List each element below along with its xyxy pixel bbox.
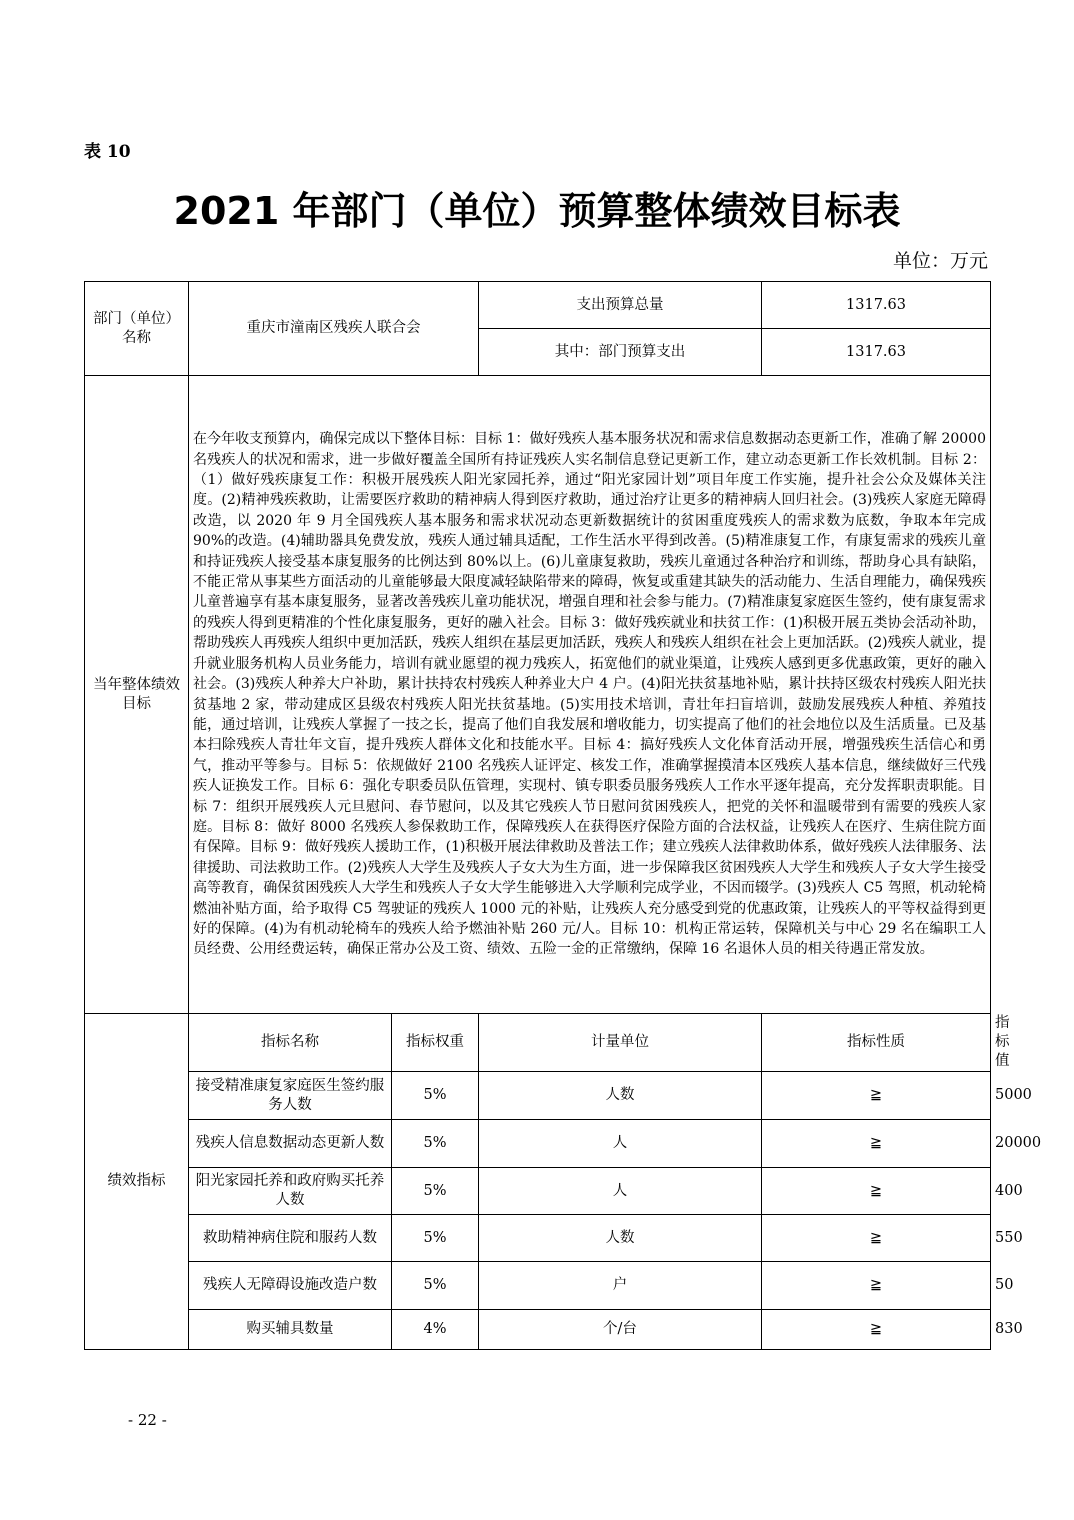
goal-label: 当年整体绩效目标 — [85, 376, 189, 1014]
col-header-weight: 指标权重 — [392, 1014, 479, 1072]
total-budget-value: 1317.63 — [762, 282, 991, 329]
total-budget-label: 支出预算总量 — [479, 282, 762, 329]
indicator-name: 阳光家园托养和政府购买托养人数 — [189, 1168, 392, 1215]
dept-label: 部门（单位）名称 — [85, 282, 189, 376]
page-title: 2021 年部门（单位）预算整体绩效目标表 — [173, 189, 901, 233]
indicator-name: 残疾人无障碍设施改造户数 — [189, 1262, 392, 1310]
dept-budget-value: 1317.63 — [762, 329, 991, 376]
table-row: 救助精神病住院和服药人数 5% 人数 ≧ 550 — [85, 1215, 991, 1262]
dept-value: 重庆市潼南区残疾人联合会 — [189, 282, 479, 376]
col-header-nature: 指标性质 — [762, 1014, 991, 1072]
table-row: 残疾人信息数据动态更新人数 5% 人 ≧ 20000 — [85, 1120, 991, 1168]
indicator-name: 接受精准康复家庭医生签约服务人数 — [189, 1072, 392, 1120]
indicator-name: 购买辅具数量 — [189, 1310, 392, 1350]
indicator-nature: ≧ — [762, 1120, 991, 1168]
indicators-label: 绩效指标 — [85, 1014, 189, 1350]
indicator-weight: 5% — [392, 1215, 479, 1262]
indicator-unit: 户 — [479, 1262, 762, 1310]
table-row: 残疾人无障碍设施改造户数 5% 户 ≧ 50 — [85, 1262, 991, 1310]
indicator-nature: ≧ — [762, 1262, 991, 1310]
col-header-name: 指标名称 — [189, 1014, 392, 1072]
indicator-weight: 5% — [392, 1120, 479, 1168]
page-number: - 22 - — [128, 1411, 167, 1429]
table-row: 接受精准康复家庭医生签约服务人数 5% 人数 ≧ 5000 — [85, 1072, 991, 1120]
indicator-name: 残疾人信息数据动态更新人数 — [189, 1120, 392, 1168]
goal-text: 在今年收支预算内，确保完成以下整体目标：目标 1：做好残疾人基本服务状况和需求信息数据动态更新工作，准确了解 20000 名残疾人的状况和需求，进一步做好覆盖全国所有持证残疾人实名制信息登记更新工作，建立动态更新工作长效机制。目标 2：（1）做好残疾康复工作：积极开展残疾人阳光家园托养，通过“阳光家园计划”项目年度工作实施，提升社会公众及媒体关注度。(2)精神残疾救助，让需要医疗救助的精神病人得到医疗救助，通过治疗让更多的精神病人回归社会。(3)残疾人家庭无障碍改造，以 2020 年 9 月全国残疾人基本服务和需求状况动态更新数据统计的贫困重度残疾人的需求数为底数，争取本年完成 90%的改造。(4)辅助器具免费发放，残疾人通过辅具适配，工作生活水平得到改善。(5)精准康复工作，有康复需求的残疾儿童和持证残疾人接受基本康复服务的比例达到 80%以上。(6)儿童康复救助，残疾儿童通过各种治疗和训练，帮助身心具有缺陷，不能正常从事某些方面活动的儿童能够最大限度减轻缺陷带来的障碍，恢复或重建其缺失的活动能力、生活自理能力，确保残疾儿童普遍享有基本康复服务，显著改善残疾儿童功能状况，增强自理和社会参与能力。(7)精准康复家庭医生签约，使有康复需求的残疾人得到更精准的个性化康复服务，更好的融入社会。目标 3：做好残疾就业和扶贫工作：(1)积极开展五类协会活动补助，帮助残疾人再残疾人组织中更加活跃，残疾人组织在基层更加活跃，残疾人和残疾人组织在社会上更加活跃。(2)残疾人就业，提升就业服务机构人员业务能力，培训有就业愿望的视力残疾人，拓宽他们的就业渠道，让残疾人感到更多优惠政策，更好的融入社会。(3)残疾人种养大户补助，累计扶持农村残疾人种养业大户 4 户。(4)阳光扶贫基地补贴，累计扶持区级农村残疾人阳光扶贫基地 2 家，带动建成区县级农村残疾人阳光扶贫基地。(5)实用技术培训，青壮年扫盲培训，鼓励发展残疾人种植、养殖技能，通过培训，让残疾人掌握了一技之长，提高了他们自我发展和增收能力，切实提高了他们的社会地位以及生活质量。已及基本扫除残疾人青壮年文盲，提升残疾人群体文化和技能水平。目标 4：搞好残疾人文化体育活动开展，增强残疾生活信心和勇气，推动平等参与。目标 5：依规做好 2100 名残疾人证评定、核发工作，准确掌握摸清本区残疾人基本信息，继续做好三代残疾人证换发工作。目标 6：强化专职委员队伍管理，实现村、镇专职委员服务残疾人工作水平逐年提高，充分发挥职责职能。目标 7：组织开展残疾人元旦慰问、春节慰问，以及其它残疾人节日慰问贫困残疾人，把党的关怀和温暖带到有需要的残疾人家庭。目标 8：做好 8000 名残疾人参保救助工作，保障残疾人在获得医疗保险方面的合法权益，让残疾人在医疗、生病住院方面有保障。目标 9：做好残疾人援助工作，(1)积极开展法律救助及普法工作；建立残疾人法律救助体系，做好残疾人法律服务、法律援助、司法救助工作。(2)残疾人大学生及残疾人子女大为生方面，进一步保障我区贫困残疾人大学生和残疾人子女大学生接受高等教育，确保贫困残疾人大学生和残疾人子女大学生能够进入大学顺利完成学业，不因而辍学。(3)残疾人 C5 驾照，机动轮椅燃油补贴方面，给予取得 C5 驾驶证的残疾人 1000 元的补贴，让残疾人充分感受到党的优惠政策，让残疾人的平等权益得到更好的保障。(4)为有机动轮椅车的残疾人给予燃油补贴 260 元/人。目标 10：机构正常运转，保障机关与中心 29 名在编职工人员经费、公用经费运转，确保正常办公及工资、绩效、五险一金的正常缴纳，保障 16 名退休人员的相关待遇正常发放。 — [189, 376, 991, 1014]
col-header-unit: 计量单位 — [479, 1014, 762, 1072]
indicator-nature: ≧ — [762, 1215, 991, 1262]
indicator-weight: 4% — [392, 1310, 479, 1350]
indicator-nature: ≧ — [762, 1310, 991, 1350]
table-row: 阳光家园托养和政府购买托养人数 5% 人 ≧ 400 — [85, 1168, 991, 1215]
indicator-unit: 个/台 — [479, 1310, 762, 1350]
unit-label: 单位：万元 — [892, 250, 988, 272]
table-row: 购买辅具数量 4% 个/台 ≧ 830 — [85, 1310, 991, 1350]
indicator-name: 救助精神病住院和服药人数 — [189, 1215, 392, 1262]
indicator-nature: ≧ — [762, 1072, 991, 1120]
table-tag: 表 10 — [84, 142, 131, 162]
indicator-unit: 人数 — [479, 1072, 762, 1120]
indicator-unit: 人数 — [479, 1215, 762, 1262]
indicator-weight: 5% — [392, 1262, 479, 1310]
indicator-nature: ≧ — [762, 1168, 991, 1215]
indicator-unit: 人 — [479, 1120, 762, 1168]
indicator-weight: 5% — [392, 1168, 479, 1215]
indicator-weight: 5% — [392, 1072, 479, 1120]
dept-budget-label: 其中：部门预算支出 — [479, 329, 762, 376]
performance-table: 部门（单位）名称 重庆市潼南区残疾人联合会 支出预算总量 1317.63 其中：部门预算支出 1317.63 当年整体绩效目标 在今年收支预算内，确保完成以下整体目标：目标 1：做好残疾人基本服务状况和需求信息数据动态更新工作，准确了解 20000 名残疾人的状况和需求，进一步做好覆盖全国所有持证残疾人实名制信息登记更新工作，建立动态更新工作长效机制。目标 2：（1）做好残疾康复工作：积极开展残疾人阳光家园托养，通过“阳光家园计划”项目年度工作实施，提升社会公众及媒体关注度。(2)精神残疾救助，让需要医疗救助的精神病人得到医疗救助，通过治疗让更多的精神病人回归社会。(3)残疾人家庭无障碍改造，以 2020 年 9 月全国残疾人基本服务和需求状况动态更新数据统计的贫困重度残疾人的需求数为底数，争取本年完成 90%的改造。(4)辅助器具免费发放，残疾人通过辅具适配，工作生活水平得到改善。(5)精准康复工作，有康复需求的残疾儿童和持证残疾人接受基本康复服务的比例达到 80%以上。(6)儿童康复救助，残疾儿童通过各种治疗和训练，帮助身心具有缺陷，不能正常从事某些方面活动的儿童能够最大限度减轻缺陷带来的障碍，恢复或重建其缺失的活动能力、生活自理能力，确保残疾儿童普遍享有基本康复服务，显著改善残疾儿童功能状况，增强自理和社会参与能力。(7)精准康复家庭医生签约，使有康复需求的残疾人得到更精准的个性化康复服务，更好的融入社会。目标 3：做好残疾就业和扶贫工作：(1)积极开展五类协会活动补助，帮助残疾人再残疾人组织中更加活跃，残疾人组织在基层更加活跃，残疾人和残疾人组织在社会上更加活跃。(2)残疾人就业，提升就业服务机构人员业务能力，培训有就业愿望的视力残疾人，拓宽他们的就业渠道，让残疾人感到更多优惠政策，更好的融入社会。(3)残疾人种养大户补助，累计扶持农村残疾人种养业大户 4 户。(4)阳光扶贫基地补贴，累计扶持区级农村残疾人阳光扶贫基地 2 家，带动建成区县级农村残疾人阳光扶贫基地。(5)实用技术培训，青壮年扫盲培训，鼓励发展残疾人种植、养殖技能，通过培训，让残疾人掌握了一技之长，提高了他们自我发展和增收能力，切实提高了他们的社会地位以及生活质量。已及基本扫除残疾人青壮年文盲，提升残疾人群体文化和技能水平。目标 4：搞好残疾人文化体育活动开展，增强残疾生活信心和勇气，推动平等参与。目标 5：依规做好 2100 名残疾人证评定、核发工作，准确掌握摸清本区残疾人基本信息，继续做好三代残疾人证换发工作。目标 6：强化专职委员队伍管理，实现村、镇专职委员服务残疾人工作水平逐年提高，充分发挥职责职能。目标 7：组织开展残疾人元旦慰问、春节慰问，以及其它残疾人节日慰问贫困残疾人，把党的关怀和温暖带到有需要的残疾人家庭。目标 8：做好 8000 名残疾人参保救助工作，保障残疾人在获得医疗保险方面的合法权益，让残疾人在医疗、生病住院方面有保障。目标 9：做好残疾人援助工作，(1)积极开展法律救助及普法工作；建立残疾人法律救助体系，做好残疾人法律服务、法律援助、司法救助工作。(2)残疾人大学生及残疾人子女大为生方面，进一步保障我区贫困残疾人大学生和残疾人子女大学生接受高等教育，确保贫困残疾人大学生和残疾人子女大学生能够进入大学顺利完成学业，不因而辍学。(3)残疾人 C5 驾照，机动轮椅燃油补贴方面，给予取得 C5 驾驶证的残疾人 1000 元的补贴，让残疾人充分感受到党的优惠政策，让残疾人的平等权益得到更好的保障。(4)为有机动轮椅车的残疾人给予燃油补贴 260 元/人。目标 10：机构正常运转，保障机关与中心 29 名在编职工人员经费、公用经费运转，确保正常办公及工资、绩效、五险一金的正常缴纳，保障 16 名退休人员的相关待遇正常发放。 绩效指标 指标名称 指标权重 计量单位 指标性质 指标值 接受精准康复家庭医生签约服务人数 5% 人数 ≧ 5000 残疾人信息数据动态更新人数 5% 人 ≧ 20000 阳光家园托养和政府购买托养人数 5% 人 ≧ 400 救助精神病住院和服药人数 5% 人数 ≧ 550 残疾人无障碍设施改造户数 5% 户 ≧ 50 购买辅具数量 4% 个/台 ≧ 830 — [84, 281, 991, 1350]
indicator-unit: 人 — [479, 1168, 762, 1215]
